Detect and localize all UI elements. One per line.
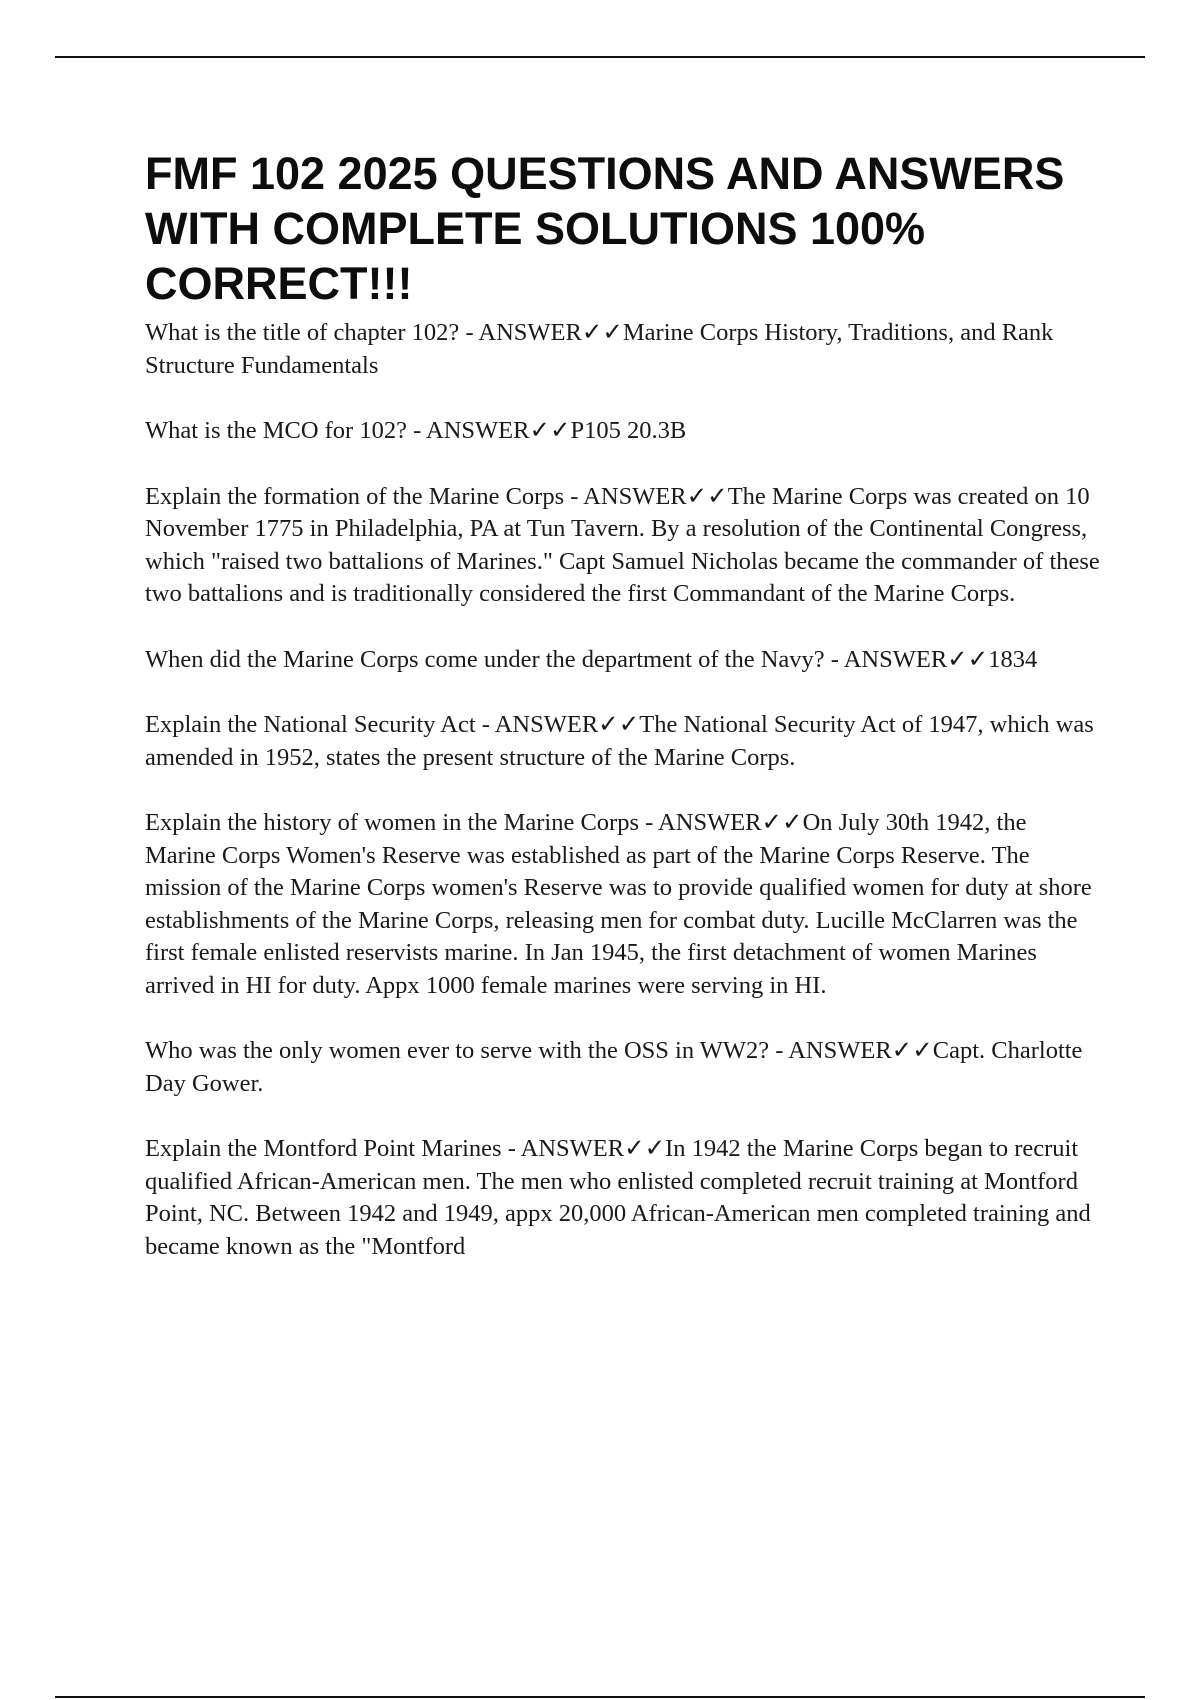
answer-marker: - ANSWER✓✓ [459,319,623,346]
bottom-rule [55,1696,1145,1698]
answer-text: Marine Corps History, Traditions, and Rank Structure Fundamentals [145,319,1054,379]
qa-entry [145,481,1100,611]
answer-text: P105 20.3B [570,417,687,444]
qa-entry [145,644,1100,677]
question-text: Explain the National Security Act [145,711,476,738]
question-text: Who was the only women ever to serve with the OSS in WW2? [145,1037,770,1064]
document-title: FMF 102 2025 QUESTIONS AND ANSWERS WITH COMPLETE SOLUTIONS 100% CORRECT!!! [145,148,1065,309]
answer-marker: - ANSWER✓✓ [639,809,803,836]
question-text: Explain the Montford Point Marines [145,1135,502,1162]
answer-marker: - ANSWER✓✓ [824,645,989,673]
answer-marker: - ANSWER✓✓ [501,1135,666,1162]
answer-text: On July 30th 1942, the Marine Corps Women's Reserve was established as part of the Marine Corps Reserve. The mission of the Marine Corps women's Reserve was to provide qualified women for duty at shore establishments of the Marine Corps, releasing men for combat duty. Lucille McClarren was the first female enlisted reservists marine. In Jan 1945, the first detachment of women Marines arrived in HI for duty. Appx 1000 female marines were serving in HI. [145,809,1092,999]
qa-entry [145,709,1100,774]
question-text: What is the MCO for 102? [145,417,407,444]
answer-text: 1834 [988,645,1038,673]
question-text: Explain the history of women in the Marine Corps [145,809,639,836]
question-text: When did the Marine Corps come under the department of the Navy? [145,645,825,673]
answer-marker: - ANSWER✓✓ [406,417,571,444]
answer-marker: - ANSWER✓✓ [475,711,640,738]
qa-entry [145,415,1100,448]
answer-marker: - ANSWER✓✓ [564,482,728,510]
answer-text: The National Security Act of 1947, which was amended in 1952, states the present structure of the Marine Corps. [145,711,1094,771]
top-rule [55,56,1145,58]
qa-entry [145,1133,1100,1263]
answer-text: In 1942 the Marine Corps began to recruit qualified African-American men. The men who enlisted completed recruit training at Montford Point, NC. Between 1942 and 1949, appx 20,000 African-American men completed training and became known as the "Montford [145,1135,1091,1260]
qa-entry [145,807,1100,1002]
question-text: Explain the formation of the Marine Corps [145,482,565,510]
answer-text: The Marine Corps was created on 10 November 1775 in Philadelphia, PA at Tun Tavern. By a resolution of the Continental Congress, which "raised two battalions of Marines." Capt Samuel Nicholas became the commander of these two battalions and is traditionally considered the first Commandant of the Marine Corps. [145,482,1100,607]
qa-entry [145,317,1100,382]
question-text: What is the title of chapter 102? [145,319,460,346]
qa-entry [145,1035,1100,1100]
document-body [145,146,1100,1296]
answer-marker: - ANSWER✓✓ [769,1037,933,1064]
answer-text: Capt. Charlotte Day Gower. [145,1037,1083,1097]
